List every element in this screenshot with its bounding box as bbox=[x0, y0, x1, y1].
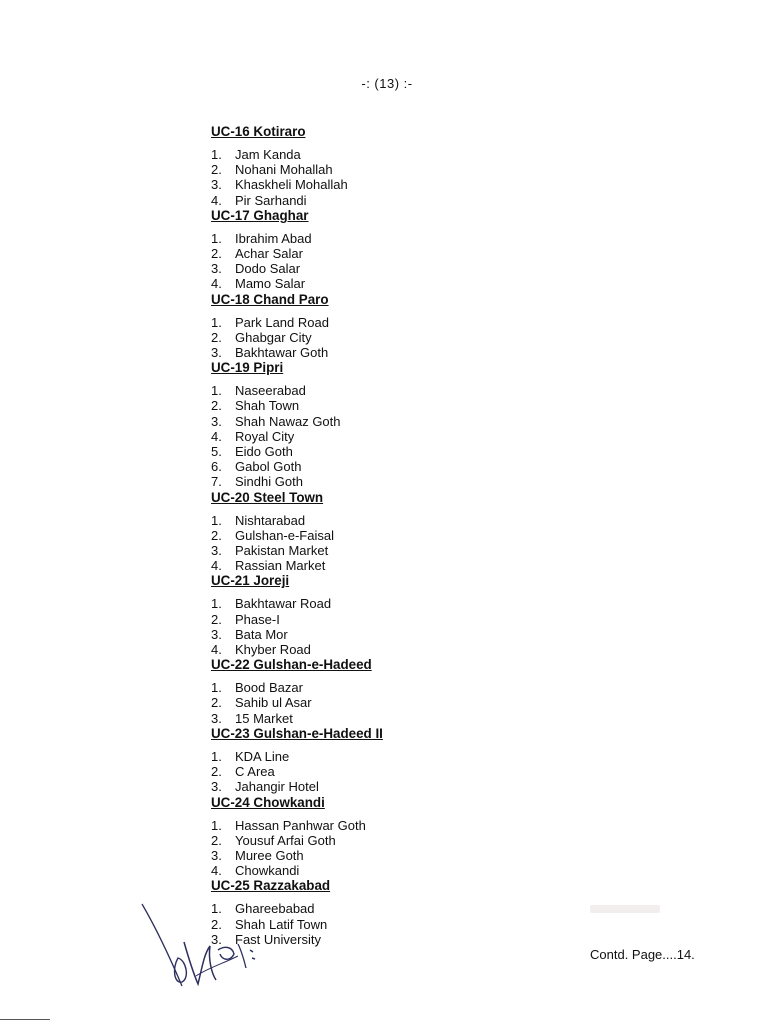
list-item-number: 3. bbox=[211, 345, 222, 361]
list-item bbox=[211, 444, 571, 459]
list-item bbox=[211, 398, 571, 413]
list-item-label: C Area bbox=[235, 764, 275, 780]
list-item-label: Dodo Salar bbox=[235, 261, 301, 277]
list-item-number: 2. bbox=[211, 246, 222, 262]
list-item-number: 1. bbox=[211, 230, 222, 246]
list-item bbox=[211, 558, 571, 573]
page-number: -: (13) :- bbox=[361, 76, 413, 91]
list-item-number: 3. bbox=[211, 543, 222, 559]
list-item-number: 6. bbox=[211, 459, 222, 475]
list-item-number: 1. bbox=[211, 383, 222, 399]
list-item bbox=[211, 848, 571, 863]
list-item bbox=[211, 162, 571, 177]
section-heading: UC-16 Kotiraro bbox=[211, 124, 306, 139]
list-item-number: 4. bbox=[211, 558, 222, 574]
list-item-label: Nohani Mohallah bbox=[235, 162, 333, 178]
list-item bbox=[211, 818, 571, 833]
list-item-label: Naseerabad bbox=[235, 383, 306, 399]
section-heading: UC-22 Gulshan-e-Hadeed bbox=[211, 657, 372, 673]
list-item-label: Khaskheli Mohallah bbox=[235, 177, 348, 193]
list-item bbox=[211, 246, 571, 261]
list-item-label: Sahib ul Asar bbox=[235, 695, 312, 711]
list-item-label: Eido Goth bbox=[235, 444, 293, 460]
list-item-number: 4. bbox=[211, 863, 222, 879]
list-item-label: Phase-I bbox=[235, 611, 280, 627]
list-item-number: 2. bbox=[211, 764, 222, 780]
list-item bbox=[211, 231, 571, 246]
list-item-number: 3. bbox=[211, 626, 222, 642]
list-item-number: 4. bbox=[211, 642, 222, 658]
section-item-list bbox=[211, 818, 571, 879]
list-item bbox=[211, 414, 571, 429]
list-item-number: 2. bbox=[211, 916, 222, 932]
bottom-rule bbox=[0, 1019, 50, 1020]
list-item bbox=[211, 474, 571, 489]
list-item-number: 1. bbox=[211, 314, 222, 330]
list-item-number: 1. bbox=[211, 817, 222, 833]
list-item-label: Gabol Goth bbox=[235, 459, 302, 475]
section-heading: UC-24 Chowkandi bbox=[211, 794, 325, 810]
list-item-label: Bakhtawar Road bbox=[235, 596, 332, 612]
list-item bbox=[211, 147, 571, 162]
list-item bbox=[211, 513, 571, 528]
list-item-label: Jahangir Hotel bbox=[235, 779, 319, 795]
list-item bbox=[211, 932, 571, 947]
list-item bbox=[211, 779, 571, 794]
list-item-label: Royal City bbox=[235, 428, 295, 444]
section-heading: UC-25 Razzakabad bbox=[211, 878, 331, 894]
list-item-number: 2. bbox=[211, 527, 222, 543]
list-item-label: KDA Line bbox=[235, 748, 290, 764]
list-item bbox=[211, 695, 571, 710]
section-heading: UC-21 Joreji bbox=[211, 573, 290, 589]
list-item bbox=[211, 917, 571, 932]
section-heading: UC-18 Chand Paro bbox=[211, 291, 329, 307]
list-item-label: Bata Mor bbox=[235, 626, 288, 642]
faint-stamp-mark bbox=[590, 905, 660, 913]
list-item-label: Mamo Salar bbox=[235, 276, 306, 292]
list-item-number: 1. bbox=[211, 901, 222, 917]
list-item-label: Achar Salar bbox=[235, 246, 303, 262]
section-item-list bbox=[211, 513, 571, 574]
list-item-label: Bood Bazar bbox=[235, 680, 303, 696]
union-council-list bbox=[211, 124, 571, 947]
list-item-number: 4. bbox=[211, 192, 222, 208]
list-item-number: 2. bbox=[211, 162, 222, 178]
list-item-label: Chowkandi bbox=[235, 863, 300, 879]
list-item-label: Shah Latif Town bbox=[235, 916, 328, 932]
list-item bbox=[211, 764, 571, 779]
list-item bbox=[211, 459, 571, 474]
list-item-label: Sindhi Goth bbox=[235, 474, 303, 490]
section-heading: UC-20 Steel Town bbox=[211, 489, 324, 505]
list-item-label: 15 Market bbox=[235, 710, 293, 726]
list-item-label: Gulshan-e-Faisal bbox=[235, 527, 334, 543]
section-item-list bbox=[211, 596, 571, 657]
list-item-number: 2. bbox=[211, 329, 222, 345]
section-item-list bbox=[211, 749, 571, 795]
list-item-label: Shah Nawaz Goth bbox=[235, 413, 341, 429]
list-item-number: 5. bbox=[211, 444, 222, 460]
list-item-number: 3. bbox=[211, 710, 222, 726]
list-item bbox=[211, 528, 571, 543]
list-item bbox=[211, 177, 571, 192]
list-item-label: Bakhtawar Goth bbox=[235, 345, 329, 361]
section-item-list bbox=[211, 231, 571, 292]
list-item-number: 3. bbox=[211, 931, 222, 947]
list-item-number: 1. bbox=[211, 147, 222, 162]
section-item-list bbox=[211, 383, 571, 489]
list-item bbox=[211, 612, 571, 627]
list-item bbox=[211, 330, 571, 345]
list-item bbox=[211, 261, 571, 276]
list-item-label: Shah Town bbox=[235, 398, 300, 414]
section-item-list bbox=[211, 315, 571, 361]
list-item bbox=[211, 383, 571, 398]
list-item bbox=[211, 315, 571, 330]
list-item-label: Ghareebabad bbox=[235, 901, 315, 917]
list-item-label: Jam Kanda bbox=[235, 147, 301, 162]
list-item bbox=[211, 833, 571, 848]
list-item-label: Ghabgar City bbox=[235, 329, 312, 345]
list-item-label: Pakistan Market bbox=[235, 543, 329, 559]
list-item bbox=[211, 901, 571, 916]
list-item-number: 4. bbox=[211, 276, 222, 292]
list-item-label: Fast University bbox=[235, 931, 321, 947]
list-item bbox=[211, 193, 571, 208]
list-item-number: 1. bbox=[211, 680, 222, 696]
list-item bbox=[211, 543, 571, 558]
continued-note: Contd. Page....14. bbox=[590, 947, 695, 962]
list-item-label: Rassian Market bbox=[235, 558, 326, 574]
list-item-label: Pir Sarhandi bbox=[235, 192, 307, 208]
list-item bbox=[211, 429, 571, 444]
list-item bbox=[211, 749, 571, 764]
list-item-number: 3. bbox=[211, 261, 222, 277]
list-item-number: 3. bbox=[211, 177, 222, 193]
list-item-label: Khyber Road bbox=[235, 642, 311, 658]
signature-icon bbox=[138, 898, 263, 998]
section-heading: UC-19 Pipri bbox=[211, 360, 284, 376]
list-item-number: 3. bbox=[211, 847, 222, 863]
list-item-label: Ibrahim Abad bbox=[235, 230, 312, 246]
list-item-number: 3. bbox=[211, 413, 222, 429]
list-item-number: 3. bbox=[211, 779, 222, 795]
list-item bbox=[211, 642, 571, 657]
list-item-number: 1. bbox=[211, 748, 222, 764]
list-item-label: Yousuf Arfai Goth bbox=[235, 832, 336, 848]
list-item-number: 2. bbox=[211, 695, 222, 711]
section-heading: UC-17 Ghaghar bbox=[211, 207, 309, 223]
list-item bbox=[211, 627, 571, 642]
list-item-number: 2. bbox=[211, 398, 222, 414]
list-item bbox=[211, 596, 571, 611]
section-heading: UC-23 Gulshan-e-Hadeed II bbox=[211, 725, 383, 741]
list-item-number: 7. bbox=[211, 474, 222, 490]
section-item-list bbox=[211, 901, 571, 947]
list-item-number: 1. bbox=[211, 596, 222, 612]
list-item-label: Nishtarabad bbox=[235, 512, 306, 528]
list-item-number: 1. bbox=[211, 512, 222, 528]
section-item-list bbox=[211, 147, 571, 208]
list-item-number: 2. bbox=[211, 832, 222, 848]
list-item-number: 2. bbox=[211, 611, 222, 627]
list-item bbox=[211, 345, 571, 360]
list-item bbox=[211, 711, 571, 726]
list-item bbox=[211, 276, 571, 291]
list-item-label: Muree Goth bbox=[235, 847, 304, 863]
list-item-label: Park Land Road bbox=[235, 314, 329, 330]
list-item bbox=[211, 680, 571, 695]
section-item-list bbox=[211, 680, 571, 726]
list-item-number: 4. bbox=[211, 428, 222, 444]
list-item bbox=[211, 863, 571, 878]
list-item-label: Hassan Panhwar Goth bbox=[235, 817, 366, 833]
